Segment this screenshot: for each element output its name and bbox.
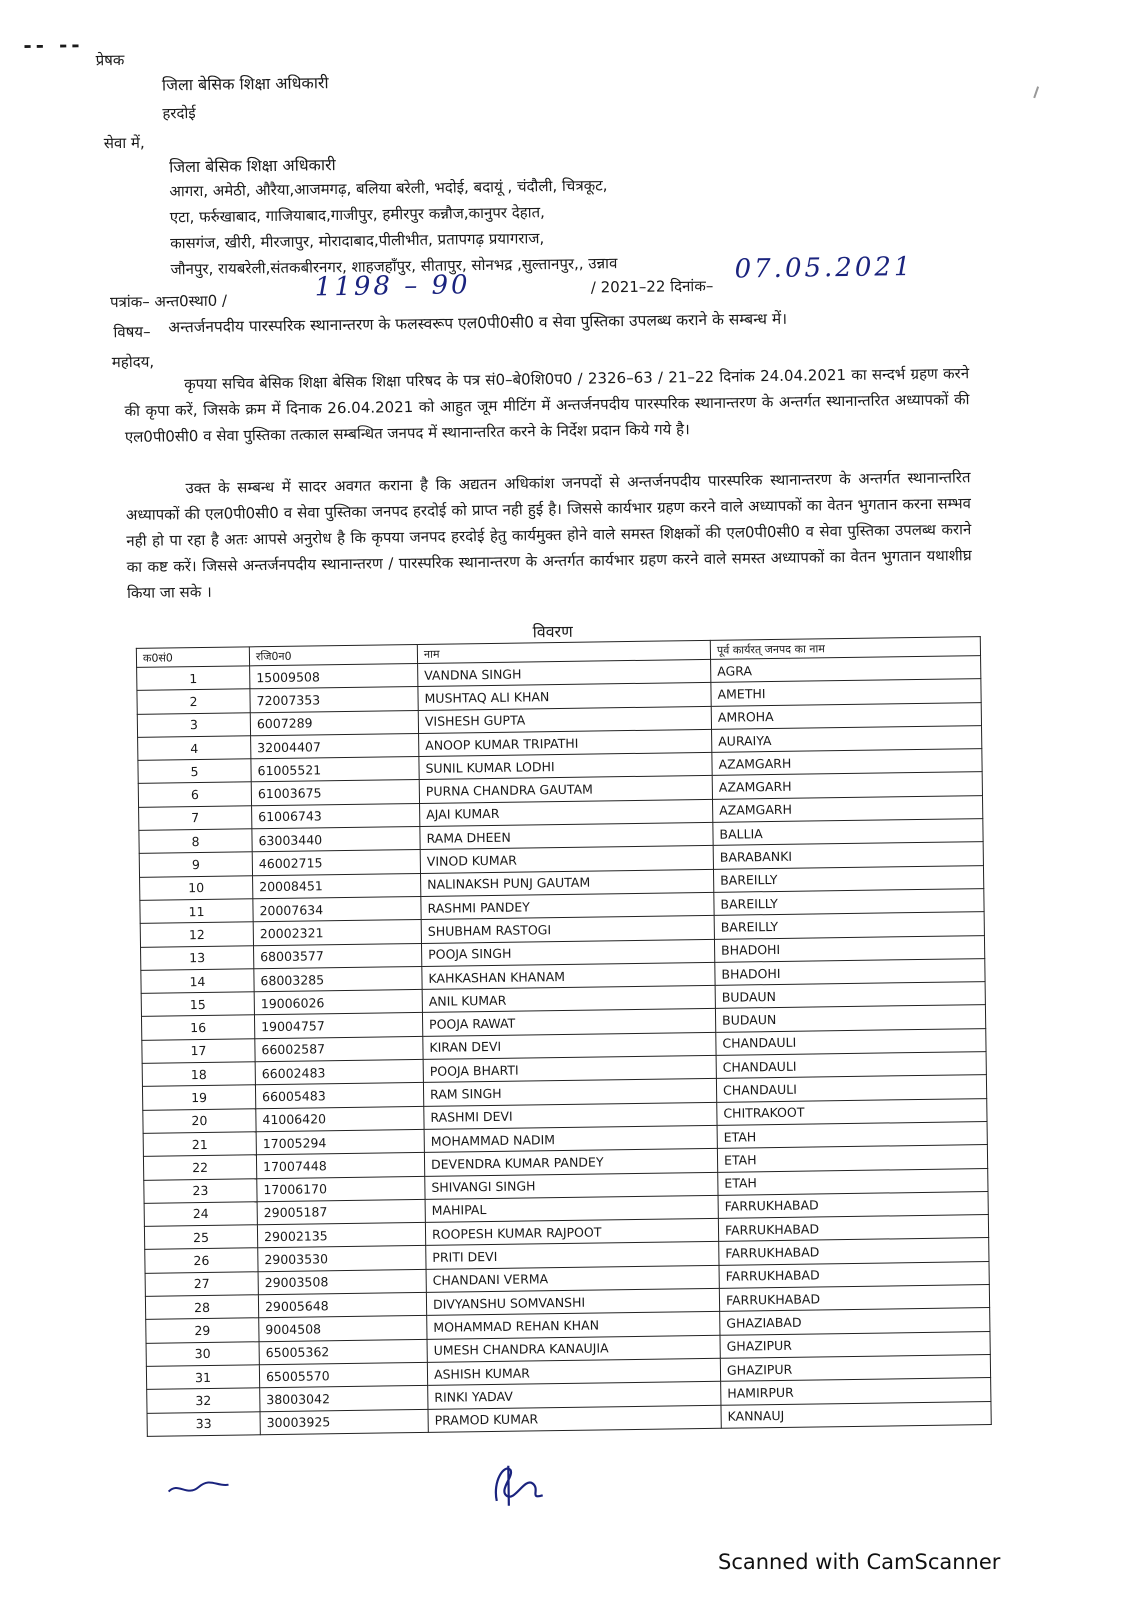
- row-serial: 10: [140, 875, 253, 900]
- table-body: [137, 656, 992, 1437]
- row-reg-no: 19006026: [254, 990, 422, 1016]
- row-name: UMESH CHANDRA KANAUJIA: [427, 1335, 720, 1362]
- header-reg-no: रजि0न0: [249, 644, 417, 665]
- row-prev-district: ETAH: [718, 1168, 988, 1195]
- row-name: PURNA CHANDRA GAUTAM: [419, 776, 712, 803]
- row-reg-no: 68003577: [253, 943, 421, 969]
- row-name: RINKI YADAV: [428, 1382, 721, 1409]
- row-serial: 23: [144, 1178, 257, 1203]
- row-serial: 5: [138, 759, 251, 784]
- details-table: [136, 636, 992, 1437]
- header-name: नाम: [417, 640, 710, 663]
- row-serial: 22: [143, 1155, 256, 1180]
- row-name: AJAI KUMAR: [420, 799, 713, 826]
- row-prev-district: HAMIRPUR: [721, 1378, 991, 1405]
- row-reg-no: 29005648: [258, 1292, 426, 1318]
- row-name: MOHAMMAD NADIM: [424, 1125, 717, 1152]
- row-prev-district: BHADOHI: [714, 935, 984, 962]
- row-reg-no: 61005521: [251, 757, 419, 783]
- row-reg-no: 17006170: [257, 1176, 425, 1202]
- row-reg-no: 30003925: [260, 1409, 428, 1435]
- row-reg-no: 29003508: [258, 1269, 426, 1295]
- row-serial: 12: [140, 922, 253, 947]
- row-name: POOJA SINGH: [421, 939, 714, 966]
- row-name: KIRAN DEVI: [423, 1032, 716, 1059]
- row-name: POOJA RAWAT: [422, 1009, 715, 1036]
- row-reg-no: 20007634: [253, 896, 421, 922]
- row-serial: 11: [140, 899, 253, 924]
- row-serial: 25: [144, 1225, 257, 1250]
- ref-number-handwritten: 1198 – 90: [314, 270, 471, 303]
- row-serial: 28: [145, 1295, 258, 1320]
- row-name: SHIVANGI SINGH: [425, 1172, 718, 1199]
- row-name: ASHISH KUMAR: [427, 1358, 720, 1385]
- row-reg-no: 65005570: [259, 1362, 427, 1388]
- sender-title: जिला बेसिक शिक्षा अधिकारी: [161, 73, 329, 95]
- district-line-2: एटा, फर्रुखाबाद, गाजियाबाद,गाजीपुर, हमीरपुर कन्नौज,कानुपर देहात,: [169, 203, 546, 227]
- row-serial: 2: [137, 689, 250, 714]
- row-reg-no: 19004757: [254, 1013, 422, 1039]
- row-prev-district: CHITRAKOOT: [717, 1098, 987, 1125]
- row-prev-district: BAREILLY: [714, 889, 984, 916]
- row-name: RAMA DHEEN: [420, 822, 713, 849]
- subject-text: अन्तर्जनपदीय पारस्परिक स्थानान्तरण के फलस्वरूप एल0पी0सी0 व सेवा पुस्तिका उपलब्ध कराने के सम्बन्ध में।: [168, 309, 788, 337]
- row-prev-district: BUDAUN: [715, 982, 985, 1009]
- row-prev-district: BALLIA: [713, 819, 983, 846]
- row-prev-district: ETAH: [717, 1145, 987, 1172]
- header-prev-district: पूर्व कार्यरत् जनपद का नाम: [710, 637, 980, 660]
- row-prev-district: BHADOHI: [715, 958, 985, 985]
- row-prev-district: BUDAUN: [715, 1005, 985, 1032]
- row-serial: 24: [144, 1202, 257, 1227]
- row-reg-no: 66002587: [255, 1036, 423, 1062]
- row-serial: 32: [147, 1388, 260, 1413]
- row-serial: 8: [139, 829, 252, 854]
- row-serial: 20: [143, 1108, 256, 1133]
- row-name: VANDNA SINGH: [418, 659, 711, 686]
- row-prev-district: BAREILLY: [713, 865, 983, 892]
- row-name: RASHMI PANDEY: [421, 892, 714, 919]
- row-serial: 29: [146, 1318, 259, 1343]
- body-paragraph-1: कृपया सचिव बेसिक शिक्षा बेसिक शिक्षा परिषद के पत्र सं0–बे0शि0प0 / 2326–63 / 21–22 दिनांक 24.04.2021 का सन्दर्भ ग्रहण करने की कृपा करें, जिसके क्रम में दिनाक 26.04.2021 को आहुत जूम मीटिंग में अन्तर्जनपदीय पारस्परिक स्थानान्तरण के अन्तर्गत स्थानान्तरित अध्यापकों की एल0पी0सी0 व सेवा पुस्तिका तत्काल सम्बन्धित जनपद में स्थानान्तरित करने के निर्देश प्रदान किये गये है।: [124, 364, 970, 447]
- row-reg-no: 41006420: [256, 1106, 424, 1132]
- row-name: DEVENDRA KUMAR PANDEY: [424, 1149, 717, 1176]
- row-name: ANOOP KUMAR TRIPATHI: [419, 729, 712, 756]
- initials-signature: [164, 1475, 234, 1500]
- row-serial: 16: [141, 1015, 254, 1040]
- row-serial: 33: [147, 1411, 260, 1436]
- district-line-1: आगरा, अमेठी, औरैया,आजमगढ़, बलिया बरेली, भदोई, बदायूं , चंदौली, चित्रकूट,: [169, 176, 608, 201]
- row-name: CHANDANI VERMA: [426, 1265, 719, 1292]
- row-prev-district: AZAMGARH: [712, 749, 982, 776]
- row-reg-no: 17005294: [256, 1129, 424, 1155]
- salutation: महोदय,: [111, 352, 155, 372]
- row-name: KAHKASHAN KHANAM: [422, 962, 715, 989]
- row-prev-district: FARRUKHABAD: [719, 1261, 989, 1288]
- row-serial: 19: [142, 1085, 255, 1110]
- row-reg-no: 6007289: [250, 710, 418, 736]
- row-reg-no: 66002483: [255, 1059, 423, 1085]
- row-reg-no: 29005187: [257, 1199, 425, 1225]
- row-reg-no: 20002321: [253, 920, 421, 946]
- subject-label: विषय–: [113, 322, 151, 342]
- row-prev-district: AZAMGARH: [713, 795, 983, 822]
- row-prev-district: CHANDAULI: [716, 1075, 986, 1102]
- row-name: SUNIL KUMAR LODHI: [419, 753, 712, 780]
- row-prev-district: CHANDAULI: [716, 1028, 986, 1055]
- row-name: POOJA BHARTI: [423, 1055, 716, 1082]
- sender-label: प्रेषक: [95, 51, 125, 70]
- row-reg-no: 15009508: [250, 663, 418, 689]
- row-prev-district: KANNAUJ: [721, 1401, 991, 1428]
- row-serial: 13: [141, 945, 254, 970]
- row-prev-district: AZAMGARH: [712, 772, 982, 799]
- row-name: MOHAMMAD REHAN KHAN: [427, 1312, 720, 1339]
- row-name: ROOPESH KUMAR RAJPOOT: [425, 1218, 718, 1245]
- row-reg-no: 32004407: [251, 733, 419, 759]
- sender-place: हरदोई: [162, 104, 196, 123]
- row-reg-no: 29002135: [257, 1223, 425, 1249]
- row-prev-district: AMROHA: [711, 702, 981, 729]
- row-prev-district: GHAZIPUR: [720, 1354, 990, 1381]
- row-serial: 1: [137, 666, 250, 691]
- row-serial: 9: [139, 852, 252, 877]
- row-prev-district: FARRUKHABAD: [719, 1285, 989, 1312]
- row-serial: 6: [138, 782, 251, 807]
- row-reg-no: 68003285: [254, 966, 422, 992]
- row-serial: 14: [141, 969, 254, 994]
- row-reg-no: 66005483: [255, 1083, 423, 1109]
- margin-mark: [1033, 86, 1039, 98]
- row-name: MUSHTAQ ALI KHAN: [418, 683, 711, 710]
- row-serial: 18: [142, 1062, 255, 1087]
- row-serial: 27: [145, 1271, 258, 1296]
- officer-signature: [484, 1455, 555, 1511]
- to-title: जिला बेसिक शिक्षा अधिकारी: [168, 155, 336, 177]
- row-name: NALINAKSH PUNJ GAUTAM: [421, 869, 714, 896]
- row-prev-district: FARRUKHABAD: [719, 1238, 989, 1265]
- header-serial: क0सं0: [136, 647, 249, 668]
- row-name: RAM SINGH: [423, 1079, 716, 1106]
- row-serial: 3: [137, 712, 250, 737]
- row-name: DIVYANSHU SOMVANSHI: [426, 1288, 719, 1315]
- row-reg-no: 38003042: [260, 1386, 428, 1412]
- row-reg-no: 9004508: [259, 1316, 427, 1342]
- row-name: VISHESH GUPTA: [418, 706, 711, 733]
- body-paragraph-2: उक्त के सम्बन्ध में सादर अवगत कराना है कि अद्यतन अधिकांश जनपदों से अन्तर्जनपदीय पारस्परिक स्थानान्तरण के अन्तर्गत स्थानान्तरित अध्यापकों की एल0पी0सी0 व सेवा पुस्तिका जनपद हरदोई को प्राप्त नही हुई है। जिससे कार्यभार ग्रहण करने वाले अध्यापकों का वेतन भुगतान करना सम्भव नही हो पा रहा है अतः आपसे अनुरोध है कि कृपया जनपद हरदोई हेतु कार्यमुक्त होने वाले समस्त शिक्षकों की एल0पी0सी0 व सेवा पुस्तिका उपलब्ध कराने का कष्ट करें। जिससे अन्तर्जनपदीय स्थानान्तरण / पारस्परिक स्थानान्तरण के अन्तर्गत कार्यभार ग्रहण करने वाले समस्त अध्यापकों का वेतन भुगतान यथाशीघ्र किया जा सके ।: [125, 468, 972, 603]
- row-prev-district: ETAH: [717, 1122, 987, 1149]
- row-reg-no: 61006743: [252, 803, 420, 829]
- row-serial: 4: [138, 736, 251, 761]
- row-prev-district: BAREILLY: [714, 912, 984, 939]
- row-prev-district: AGRA: [711, 656, 981, 683]
- row-name: PRAMOD KUMAR: [428, 1405, 721, 1432]
- row-reg-no: 61003675: [251, 780, 419, 806]
- ref-suffix: / 2021–22 दिनांक–: [590, 276, 714, 297]
- row-prev-district: GHAZIPUR: [720, 1331, 990, 1358]
- row-name: ANIL KUMAR: [422, 986, 715, 1013]
- row-reg-no: 20008451: [253, 873, 421, 899]
- ref-label: पत्रांक– अन्त0स्था0 /: [109, 291, 228, 312]
- row-reg-no: 72007353: [250, 687, 418, 713]
- row-prev-district: FARRUKHABAD: [718, 1191, 988, 1218]
- row-serial: 26: [145, 1248, 258, 1273]
- row-reg-no: 46002715: [252, 850, 420, 876]
- table-title: विवरण: [532, 621, 573, 642]
- row-name: MAHIPAL: [425, 1195, 718, 1222]
- row-name: VINOD KUMAR: [420, 846, 713, 873]
- row-reg-no: 17007448: [256, 1153, 424, 1179]
- row-serial: 7: [139, 806, 252, 831]
- top-dashes: -- --: [23, 32, 84, 58]
- to-label: सेवा में,: [103, 133, 145, 153]
- row-prev-district: AURAIYA: [712, 725, 982, 752]
- row-serial: 21: [143, 1132, 256, 1157]
- row-serial: 30: [146, 1341, 259, 1366]
- row-reg-no: 63003440: [252, 827, 420, 853]
- row-name: PRITI DEVI: [426, 1242, 719, 1269]
- row-serial: 15: [141, 992, 254, 1017]
- row-serial: 31: [146, 1365, 259, 1390]
- row-prev-district: FARRUKHABAD: [718, 1215, 988, 1242]
- row-reg-no: 65005362: [259, 1339, 427, 1365]
- row-name: SHUBHAM RASTOGI: [421, 916, 714, 943]
- row-prev-district: BARABANKI: [713, 842, 983, 869]
- row-prev-district: AMETHI: [711, 679, 981, 706]
- row-prev-district: GHAZIABAD: [720, 1308, 990, 1335]
- district-line-4: जौनपुर, रायबरेली,संतकबीरनगर, शाहजहाँपुर, सीतापुर, सोनभद्र ,सुल्तानपुर,, उन्नाव: [170, 254, 618, 279]
- row-name: RASHMI DEVI: [424, 1102, 717, 1129]
- row-serial: 17: [142, 1039, 255, 1064]
- camscanner-watermark: Scanned with CamScanner: [718, 1550, 1001, 1574]
- row-prev-district: CHANDAULI: [716, 1052, 986, 1079]
- date-handwritten: 07.05.2021: [734, 252, 914, 285]
- row-reg-no: 29003530: [258, 1246, 426, 1272]
- district-line-3: कासगंज, खीरी, मीरजापुर, मोरादाबाद,पीलीभीत, प्रतापगढ़ प्रयागराज,: [170, 229, 545, 253]
